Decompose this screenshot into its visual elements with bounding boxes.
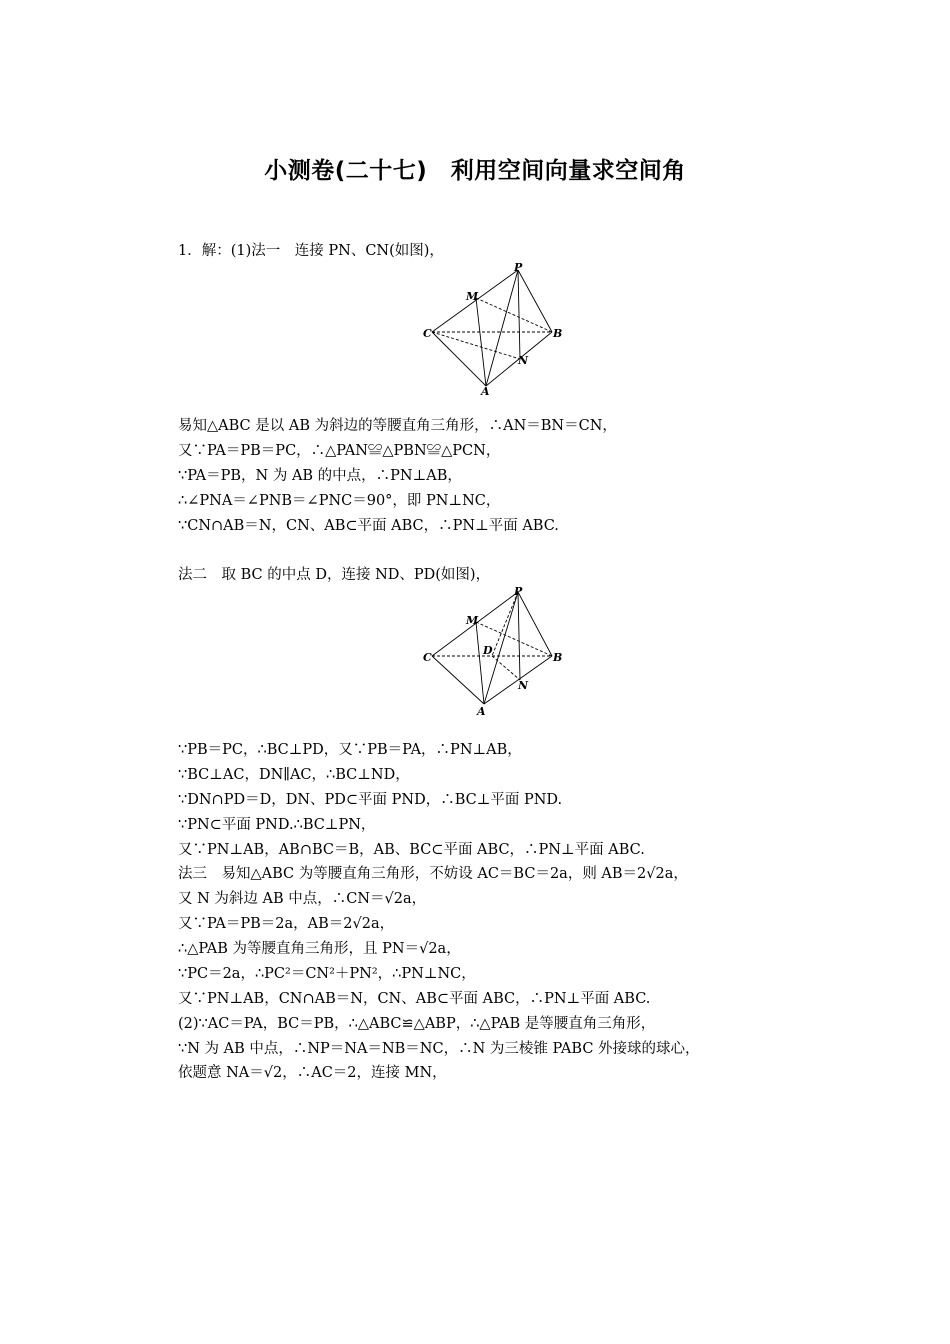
- label-M: M: [466, 290, 479, 303]
- label-P: P: [514, 586, 523, 598]
- solution-line: ∵CN∩AB＝N，CN、AB⊂平面 ABC，∴PN⊥平面 ABC.: [178, 518, 559, 534]
- label-B: B: [553, 327, 563, 340]
- solution-line: ∵PN⊂平面 PND.∴BC⊥PN，: [178, 817, 376, 833]
- edge-MA: [476, 622, 484, 704]
- figure-2: [420, 586, 570, 722]
- solution-line: 依题意 NA＝√2，∴AC＝2，连接 MN，: [178, 1065, 447, 1081]
- label-N: N: [518, 679, 529, 692]
- solution-line: 又∵PN⊥AB，CN∩AB＝N，CN、AB⊂平面 ABC，∴PN⊥平面 ABC.: [178, 991, 651, 1007]
- edge-PA: [486, 270, 518, 386]
- solution-line: (2)∵AC＝PA，BC＝PB，∴△ABC≌△ABP，∴△PAB 是等腰直角三角形，: [178, 1016, 656, 1032]
- label-A: A: [481, 385, 490, 398]
- label-A: A: [477, 705, 486, 718]
- solution-line: ∵DN∩PD＝D，DN、PD⊂平面 PND，∴BC⊥平面 PND.: [178, 792, 563, 808]
- figure-1-svg: [420, 262, 570, 398]
- solution-line: 又∵PA＝PB＝PC，∴△PAN≌△PBN≌△PCN，: [178, 443, 501, 459]
- solution-line: ∵PC＝2a，∴PC²＝CN²＋PN²，∴PN⊥NC，: [178, 966, 476, 982]
- solution-line: ∵PA＝PB，N 为 AB 的中点，∴PN⊥AB，: [178, 468, 462, 484]
- figure-1: [420, 262, 570, 398]
- label-P: P: [514, 262, 523, 274]
- solution-line: 1．解：(1)法一 连接 PN、CN(如图)，: [178, 243, 444, 259]
- figure-2-svg: [420, 586, 570, 722]
- solution-line: 易知△ABC 是以 AB 为斜边的等腰直角三角形，∴AN＝BN＝CN，: [178, 418, 617, 434]
- label-B: B: [553, 651, 563, 664]
- solution-line: 又∵PN⊥AB，AB∩BC＝B，AB、BC⊂平面 ABC，∴PN⊥平面 ABC.: [178, 842, 645, 858]
- solution-line: ∵BC⊥AC，DN∥AC，∴BC⊥ND，: [178, 767, 410, 783]
- page-title: 小测卷(二十七) 利用空间向量求空间角: [264, 158, 686, 184]
- solution-line: 又∵PA＝PB＝2a，AB＝2√2a，: [178, 916, 395, 932]
- edge-PN: [518, 592, 520, 680]
- solution-line: ∴△PAB 为等腰直角三角形，且 PN＝√2a，: [178, 941, 461, 957]
- label-C: C: [423, 651, 432, 664]
- edge-CA: [432, 332, 486, 386]
- solution-line: ∴∠PNA＝∠PNB＝∠PNC＝90°，即 PN⊥NC，: [178, 493, 501, 509]
- edge-MA: [476, 298, 486, 386]
- edge-PB: [518, 592, 552, 656]
- edge-PN: [518, 270, 520, 359]
- edge-CA: [432, 656, 484, 704]
- solution-line: 又 N 为斜边 AB 中点，∴CN＝√2a，: [178, 891, 427, 907]
- solution-line: ∵PB＝PC，∴BC⊥PD，又∵PB＝PA，∴PN⊥AB，: [178, 742, 522, 758]
- solution-line: 法三 易知△ABC 为等腰直角三角形，不妨设 AC＝BC＝2a，则 AB＝2√2a，: [178, 866, 688, 882]
- edge-PB: [518, 270, 552, 332]
- solution-line: 法二 取 BC 的中点 D，连接 ND、PD(如图)，: [178, 567, 491, 583]
- edge-MB: [476, 298, 552, 332]
- label-D: D: [483, 644, 493, 657]
- edge-DN: [492, 656, 520, 680]
- solution-line: ∵N 为 AB 中点，∴NP＝NA＝NB＝NC，∴N 为三棱锥 PABC 外接球的球心，: [178, 1041, 700, 1057]
- label-C: C: [423, 327, 432, 340]
- label-M: M: [466, 614, 479, 627]
- label-N: N: [518, 354, 529, 367]
